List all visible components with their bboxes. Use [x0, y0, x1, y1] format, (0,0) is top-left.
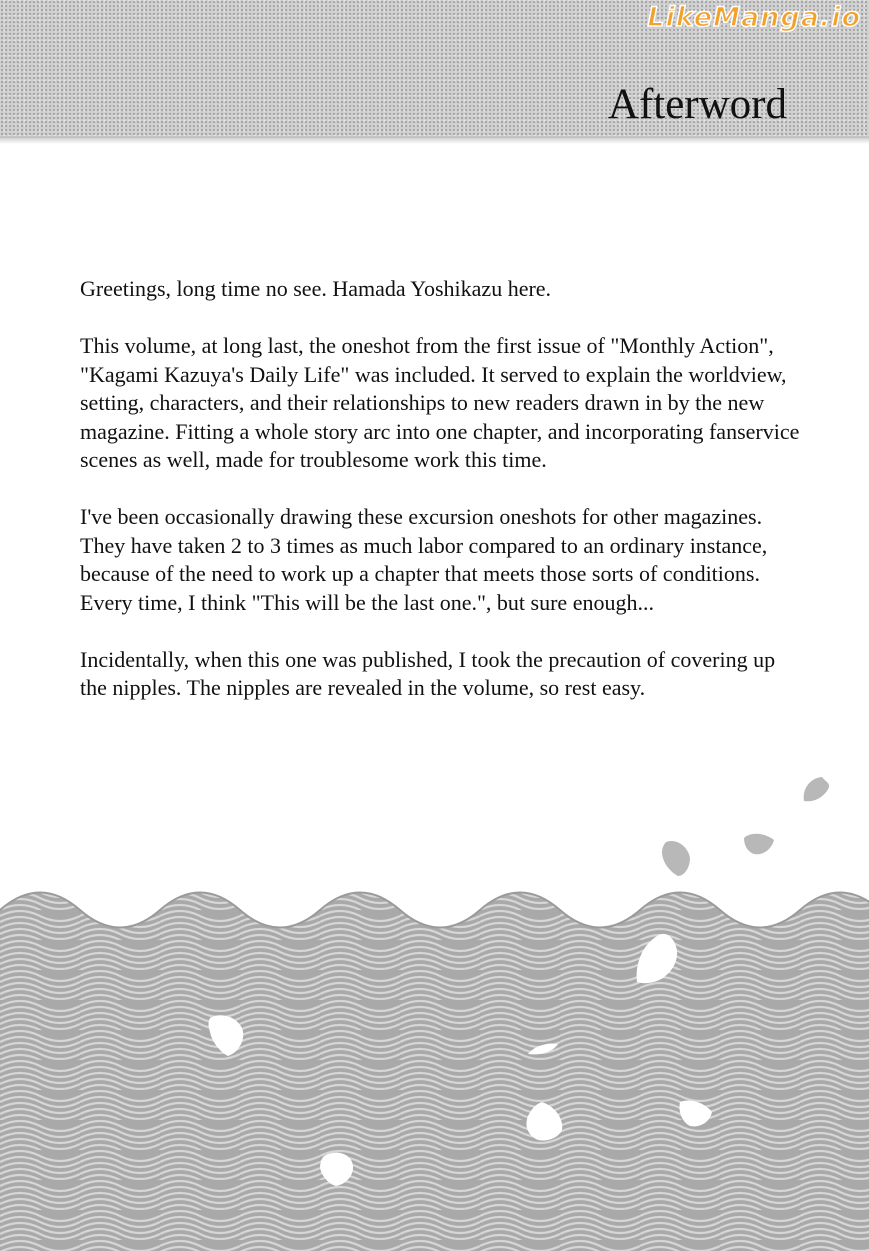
paragraph-oneshot: This volume, at long last, the oneshot from the first issue of "Monthly Action", "Kagami Kazuya's Daily Life" was included. It served to explain the worldview, setting, characters, and their relationships to new readers drawn in by the new magazine. Fitting a whole story arc into one chapter, and incorporating fanservice scenes as well, made for troublesome work this time.	[80, 333, 800, 472]
petal-white	[526, 1040, 560, 1058]
petal-white	[676, 1098, 714, 1130]
page-title: Afterword	[607, 81, 787, 128]
header-band	[0, 0, 869, 138]
seigaiha-wave-pattern	[0, 880, 869, 1251]
afterword-body	[80, 275, 800, 731]
petal-white	[318, 1148, 356, 1188]
petal-white	[522, 1100, 566, 1142]
paragraph-incidentally: Incidentally, when this one was published, I took the precaution of covering up the nipples. The nipples are revealed in the volume, so rest easy.	[80, 646, 776, 700]
petal-gray	[660, 838, 694, 878]
watermark-logo: LikeManga.io	[647, 2, 861, 33]
petal-gray	[800, 775, 832, 805]
petal-white	[633, 930, 683, 986]
paragraph-greeting: Greetings, long time no see. Hamada Yoshikazu here.	[80, 276, 552, 301]
petal-white	[206, 1012, 246, 1058]
petal-gray	[742, 830, 776, 858]
paragraph-excursion: I've been occasionally drawing these excursion oneshots for other magazines. They have taken 2 to 3 times as much labor compared to an ordinary instance, because of the need to work up a chapter that meets those sorts of conditions. Every time, I think "This will be the last one.", but sure enough...	[80, 504, 768, 615]
